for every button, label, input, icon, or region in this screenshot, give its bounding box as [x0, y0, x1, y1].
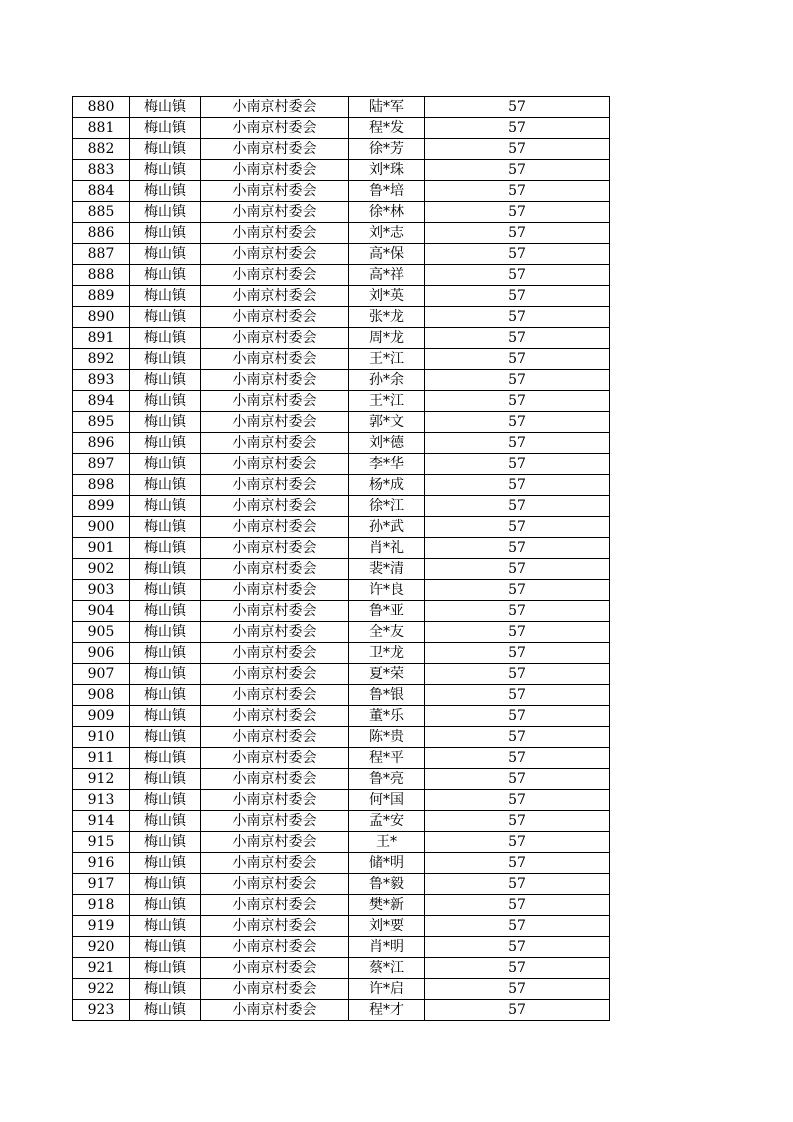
table-row [73, 223, 610, 244]
village-committee-cell: 小南京村委会 [201, 328, 349, 349]
amount-cell: 57 [425, 937, 610, 958]
name-cell: 孙*武 [349, 517, 425, 538]
table-row [73, 622, 610, 643]
amount-cell: 57 [425, 958, 610, 979]
town-cell: 梅山镇 [130, 244, 201, 265]
row-number-cell: 908 [73, 685, 130, 706]
name-cell: 刘*志 [349, 223, 425, 244]
amount-cell: 57 [425, 832, 610, 853]
name-cell: 裴*清 [349, 559, 425, 580]
table-row [73, 202, 610, 223]
row-number-cell: 881 [73, 118, 130, 139]
table-row [73, 307, 610, 328]
town-cell: 梅山镇 [130, 685, 201, 706]
row-number-cell: 896 [73, 433, 130, 454]
village-committee-cell: 小南京村委会 [201, 811, 349, 832]
table-body [73, 97, 610, 1021]
name-cell: 刘*要 [349, 916, 425, 937]
amount-cell: 57 [425, 139, 610, 160]
village-committee-cell: 小南京村委会 [201, 391, 349, 412]
amount-cell: 57 [425, 328, 610, 349]
name-cell: 肖*礼 [349, 538, 425, 559]
table-row [73, 559, 610, 580]
row-number-cell: 912 [73, 769, 130, 790]
village-committee-cell: 小南京村委会 [201, 517, 349, 538]
row-number-cell: 891 [73, 328, 130, 349]
village-committee-cell: 小南京村委会 [201, 349, 349, 370]
row-number-cell: 921 [73, 958, 130, 979]
row-number-cell: 883 [73, 160, 130, 181]
town-cell: 梅山镇 [130, 1000, 201, 1021]
row-number-cell: 920 [73, 937, 130, 958]
town-cell: 梅山镇 [130, 895, 201, 916]
village-committee-cell: 小南京村委会 [201, 118, 349, 139]
row-number-cell: 899 [73, 496, 130, 517]
village-committee-cell: 小南京村委会 [201, 895, 349, 916]
table-row [73, 601, 610, 622]
amount-cell: 57 [425, 202, 610, 223]
row-number-cell: 897 [73, 454, 130, 475]
name-cell: 鲁*银 [349, 685, 425, 706]
row-number-cell: 911 [73, 748, 130, 769]
amount-cell: 57 [425, 433, 610, 454]
town-cell: 梅山镇 [130, 706, 201, 727]
name-cell: 刘*德 [349, 433, 425, 454]
town-cell: 梅山镇 [130, 937, 201, 958]
table-row [73, 328, 610, 349]
name-cell: 何*国 [349, 790, 425, 811]
town-cell: 梅山镇 [130, 307, 201, 328]
village-committee-cell: 小南京村委会 [201, 601, 349, 622]
row-number-cell: 903 [73, 580, 130, 601]
town-cell: 梅山镇 [130, 853, 201, 874]
table-row [73, 916, 610, 937]
table-row [73, 160, 610, 181]
row-number-cell: 882 [73, 139, 130, 160]
village-committee-cell: 小南京村委会 [201, 286, 349, 307]
village-committee-cell: 小南京村委会 [201, 979, 349, 1000]
name-cell: 程*平 [349, 748, 425, 769]
table-row [73, 349, 610, 370]
town-cell: 梅山镇 [130, 433, 201, 454]
village-committee-cell: 小南京村委会 [201, 706, 349, 727]
town-cell: 梅山镇 [130, 748, 201, 769]
table-row [73, 412, 610, 433]
town-cell: 梅山镇 [130, 559, 201, 580]
name-cell: 徐*芳 [349, 139, 425, 160]
town-cell: 梅山镇 [130, 118, 201, 139]
village-committee-cell: 小南京村委会 [201, 139, 349, 160]
amount-cell: 57 [425, 181, 610, 202]
table-row [73, 391, 610, 412]
town-cell: 梅山镇 [130, 874, 201, 895]
town-cell: 梅山镇 [130, 622, 201, 643]
amount-cell: 57 [425, 727, 610, 748]
row-number-cell: 919 [73, 916, 130, 937]
table-row [73, 979, 610, 1000]
amount-cell: 57 [425, 601, 610, 622]
name-cell: 刘*英 [349, 286, 425, 307]
table-row [73, 874, 610, 895]
table-row [73, 433, 610, 454]
village-committee-cell: 小南京村委会 [201, 223, 349, 244]
table-row [73, 580, 610, 601]
village-committee-cell: 小南京村委会 [201, 1000, 349, 1021]
village-committee-cell: 小南京村委会 [201, 685, 349, 706]
town-cell: 梅山镇 [130, 664, 201, 685]
village-committee-cell: 小南京村委会 [201, 664, 349, 685]
amount-cell: 57 [425, 790, 610, 811]
town-cell: 梅山镇 [130, 160, 201, 181]
table-row [73, 853, 610, 874]
town-cell: 梅山镇 [130, 727, 201, 748]
town-cell: 梅山镇 [130, 916, 201, 937]
village-committee-cell: 小南京村委会 [201, 454, 349, 475]
row-number-cell: 884 [73, 181, 130, 202]
village-committee-cell: 小南京村委会 [201, 538, 349, 559]
name-cell: 全*友 [349, 622, 425, 643]
town-cell: 梅山镇 [130, 580, 201, 601]
amount-cell: 57 [425, 559, 610, 580]
amount-cell: 57 [425, 538, 610, 559]
town-cell: 梅山镇 [130, 139, 201, 160]
town-cell: 梅山镇 [130, 412, 201, 433]
name-cell: 夏*荣 [349, 664, 425, 685]
name-cell: 刘*珠 [349, 160, 425, 181]
amount-cell: 57 [425, 160, 610, 181]
amount-cell: 57 [425, 412, 610, 433]
name-cell: 鲁*亚 [349, 601, 425, 622]
row-number-cell: 900 [73, 517, 130, 538]
row-number-cell: 888 [73, 265, 130, 286]
row-number-cell: 885 [73, 202, 130, 223]
name-cell: 王*江 [349, 349, 425, 370]
amount-cell: 57 [425, 622, 610, 643]
name-cell: 徐*江 [349, 496, 425, 517]
row-number-cell: 889 [73, 286, 130, 307]
table-row [73, 370, 610, 391]
row-number-cell: 887 [73, 244, 130, 265]
row-number-cell: 906 [73, 643, 130, 664]
amount-cell: 57 [425, 349, 610, 370]
town-cell: 梅山镇 [130, 601, 201, 622]
village-committee-cell: 小南京村委会 [201, 496, 349, 517]
table-row [73, 727, 610, 748]
name-cell: 高*祥 [349, 265, 425, 286]
table-row [73, 496, 610, 517]
village-committee-cell: 小南京村委会 [201, 265, 349, 286]
table-row [73, 790, 610, 811]
town-cell: 梅山镇 [130, 265, 201, 286]
table-row [73, 811, 610, 832]
row-number-cell: 904 [73, 601, 130, 622]
village-committee-cell: 小南京村委会 [201, 475, 349, 496]
amount-cell: 57 [425, 1000, 610, 1021]
name-cell: 郭*文 [349, 412, 425, 433]
table-row [73, 139, 610, 160]
name-cell: 程*才 [349, 1000, 425, 1021]
name-cell: 王* [349, 832, 425, 853]
name-cell: 陆*军 [349, 97, 425, 118]
town-cell: 梅山镇 [130, 979, 201, 1000]
name-cell: 陈*贵 [349, 727, 425, 748]
name-cell: 程*发 [349, 118, 425, 139]
table-row [73, 937, 610, 958]
village-committee-cell: 小南京村委会 [201, 433, 349, 454]
village-committee-cell: 小南京村委会 [201, 244, 349, 265]
row-number-cell: 909 [73, 706, 130, 727]
table-row [73, 475, 610, 496]
village-committee-cell: 小南京村委会 [201, 622, 349, 643]
village-committee-cell: 小南京村委会 [201, 916, 349, 937]
row-number-cell: 922 [73, 979, 130, 1000]
town-cell: 梅山镇 [130, 958, 201, 979]
village-committee-cell: 小南京村委会 [201, 97, 349, 118]
row-number-cell: 910 [73, 727, 130, 748]
amount-cell: 57 [425, 748, 610, 769]
row-number-cell: 892 [73, 349, 130, 370]
table-row [73, 181, 610, 202]
amount-cell: 57 [425, 664, 610, 685]
name-cell: 周*龙 [349, 328, 425, 349]
table-row [73, 748, 610, 769]
row-number-cell: 901 [73, 538, 130, 559]
village-committee-cell: 小南京村委会 [201, 580, 349, 601]
amount-cell: 57 [425, 769, 610, 790]
data-table [72, 96, 610, 1021]
row-number-cell: 902 [73, 559, 130, 580]
name-cell: 高*保 [349, 244, 425, 265]
table-row [73, 118, 610, 139]
village-committee-cell: 小南京村委会 [201, 874, 349, 895]
amount-cell: 57 [425, 286, 610, 307]
name-cell: 张*龙 [349, 307, 425, 328]
table-row [73, 454, 610, 475]
row-number-cell: 880 [73, 97, 130, 118]
village-committee-cell: 小南京村委会 [201, 160, 349, 181]
amount-cell: 57 [425, 811, 610, 832]
table-row [73, 832, 610, 853]
row-number-cell: 893 [73, 370, 130, 391]
village-committee-cell: 小南京村委会 [201, 370, 349, 391]
name-cell: 蔡*江 [349, 958, 425, 979]
amount-cell: 57 [425, 307, 610, 328]
name-cell: 鲁*培 [349, 181, 425, 202]
town-cell: 梅山镇 [130, 391, 201, 412]
table-row [73, 517, 610, 538]
amount-cell: 57 [425, 979, 610, 1000]
village-committee-cell: 小南京村委会 [201, 727, 349, 748]
amount-cell: 57 [425, 265, 610, 286]
amount-cell: 57 [425, 874, 610, 895]
village-committee-cell: 小南京村委会 [201, 748, 349, 769]
name-cell: 樊*新 [349, 895, 425, 916]
town-cell: 梅山镇 [130, 97, 201, 118]
town-cell: 梅山镇 [130, 643, 201, 664]
town-cell: 梅山镇 [130, 202, 201, 223]
row-number-cell: 890 [73, 307, 130, 328]
table-row [73, 706, 610, 727]
amount-cell: 57 [425, 706, 610, 727]
table-row [73, 895, 610, 916]
amount-cell: 57 [425, 244, 610, 265]
name-cell: 肖*明 [349, 937, 425, 958]
table-row [73, 538, 610, 559]
town-cell: 梅山镇 [130, 790, 201, 811]
town-cell: 梅山镇 [130, 223, 201, 244]
amount-cell: 57 [425, 895, 610, 916]
table-row [73, 769, 610, 790]
town-cell: 梅山镇 [130, 454, 201, 475]
town-cell: 梅山镇 [130, 328, 201, 349]
town-cell: 梅山镇 [130, 832, 201, 853]
row-number-cell: 915 [73, 832, 130, 853]
town-cell: 梅山镇 [130, 811, 201, 832]
village-committee-cell: 小南京村委会 [201, 832, 349, 853]
amount-cell: 57 [425, 97, 610, 118]
town-cell: 梅山镇 [130, 181, 201, 202]
table-row [73, 643, 610, 664]
amount-cell: 57 [425, 685, 610, 706]
amount-cell: 57 [425, 475, 610, 496]
row-number-cell: 923 [73, 1000, 130, 1021]
name-cell: 杨*成 [349, 475, 425, 496]
name-cell: 卫*龙 [349, 643, 425, 664]
amount-cell: 57 [425, 580, 610, 601]
row-number-cell: 918 [73, 895, 130, 916]
row-number-cell: 913 [73, 790, 130, 811]
town-cell: 梅山镇 [130, 517, 201, 538]
town-cell: 梅山镇 [130, 538, 201, 559]
village-committee-cell: 小南京村委会 [201, 937, 349, 958]
amount-cell: 57 [425, 454, 610, 475]
table-row [73, 958, 610, 979]
amount-cell: 57 [425, 370, 610, 391]
amount-cell: 57 [425, 496, 610, 517]
name-cell: 孙*余 [349, 370, 425, 391]
row-number-cell: 905 [73, 622, 130, 643]
town-cell: 梅山镇 [130, 769, 201, 790]
table-row [73, 685, 610, 706]
village-committee-cell: 小南京村委会 [201, 643, 349, 664]
table-row [73, 244, 610, 265]
village-committee-cell: 小南京村委会 [201, 559, 349, 580]
name-cell: 李*华 [349, 454, 425, 475]
row-number-cell: 894 [73, 391, 130, 412]
village-committee-cell: 小南京村委会 [201, 181, 349, 202]
name-cell: 许*良 [349, 580, 425, 601]
table-row [73, 1000, 610, 1021]
row-number-cell: 898 [73, 475, 130, 496]
town-cell: 梅山镇 [130, 475, 201, 496]
town-cell: 梅山镇 [130, 370, 201, 391]
table-row [73, 265, 610, 286]
town-cell: 梅山镇 [130, 496, 201, 517]
town-cell: 梅山镇 [130, 349, 201, 370]
name-cell: 鲁*亮 [349, 769, 425, 790]
amount-cell: 57 [425, 643, 610, 664]
row-number-cell: 886 [73, 223, 130, 244]
name-cell: 董*乐 [349, 706, 425, 727]
name-cell: 徐*林 [349, 202, 425, 223]
table-row [73, 97, 610, 118]
amount-cell: 57 [425, 517, 610, 538]
amount-cell: 57 [425, 223, 610, 244]
name-cell: 孟*安 [349, 811, 425, 832]
table-row [73, 286, 610, 307]
amount-cell: 57 [425, 916, 610, 937]
row-number-cell: 895 [73, 412, 130, 433]
row-number-cell: 907 [73, 664, 130, 685]
town-cell: 梅山镇 [130, 286, 201, 307]
village-committee-cell: 小南京村委会 [201, 412, 349, 433]
village-committee-cell: 小南京村委会 [201, 853, 349, 874]
row-number-cell: 917 [73, 874, 130, 895]
amount-cell: 57 [425, 391, 610, 412]
amount-cell: 57 [425, 853, 610, 874]
amount-cell: 57 [425, 118, 610, 139]
name-cell: 鲁*毅 [349, 874, 425, 895]
village-committee-cell: 小南京村委会 [201, 307, 349, 328]
village-committee-cell: 小南京村委会 [201, 790, 349, 811]
name-cell: 许*启 [349, 979, 425, 1000]
name-cell: 储*明 [349, 853, 425, 874]
village-committee-cell: 小南京村委会 [201, 958, 349, 979]
name-cell: 王*江 [349, 391, 425, 412]
table-row [73, 664, 610, 685]
village-committee-cell: 小南京村委会 [201, 769, 349, 790]
row-number-cell: 916 [73, 853, 130, 874]
village-committee-cell: 小南京村委会 [201, 202, 349, 223]
row-number-cell: 914 [73, 811, 130, 832]
